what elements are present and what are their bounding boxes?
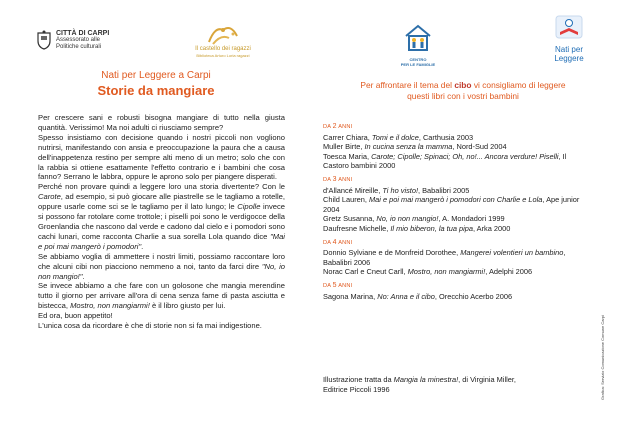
book-entry [323, 224, 593, 234]
body-paragraph [38, 252, 285, 282]
body-italic-text: Carote [38, 192, 61, 202]
book-publisher: , Il Castoro bambini 2000 [323, 151, 567, 171]
book-title: Tomi e il dolce [371, 132, 419, 142]
body-text-run: . [141, 241, 144, 251]
body-paragraph [38, 182, 285, 251]
body-italic-text: Mostro, non mangiarmi! [70, 301, 150, 311]
body-text-run: Se abbiamo voglia di ammettere i nostri limiti, possiamo raccontare loro che alcuni cibi non piacciono nemmeno a noi, tanto da farci dire [38, 251, 285, 271]
castello-subtitle: Biblioteca Arturo Loria ragazzi [196, 53, 250, 58]
age-number: 2 [332, 123, 337, 130]
book-entry [323, 267, 593, 277]
age-prefix: DA [323, 239, 331, 246]
reading-child-icon [554, 14, 584, 40]
age-prefix: DA [323, 176, 331, 183]
castello-name: Il castello dei ragazzi [195, 46, 251, 52]
illus-part-a: Illustrazione tratta da [323, 375, 394, 384]
age-number: 3 [332, 175, 337, 183]
citta-line1: Assessorato alle [56, 37, 101, 43]
body-text-run: Perché non provare quindi a leggere loro una storia divertente? Con le [38, 182, 285, 192]
book-publisher: , Nord-Sud 2004 [452, 142, 507, 152]
body-paragraph [38, 281, 285, 311]
book-title: In cucina senza la mamma [364, 142, 453, 152]
book-title: Il mio biberon, la tua pipa [390, 223, 473, 233]
book-entry [323, 292, 593, 302]
book-publisher: , Babalibri 2005 [418, 185, 470, 195]
npl-line1: Nati per [554, 45, 583, 54]
credit-text: Grafica: Servizio Comunicazione Comune Carpi [600, 315, 605, 400]
citta-di-carpi-logo [36, 30, 109, 51]
recommendation-intro [318, 80, 608, 102]
centro-famiglie-logo [398, 24, 438, 67]
book-entry [323, 142, 593, 152]
book-entry [323, 186, 593, 196]
age-heading [323, 122, 593, 133]
age-suffix: ANNI [338, 239, 353, 246]
body-text-run: Spesso insistiamo con decisione quando i nostri piccoli non vogliono nutrirsi, manifestando con ansia e preoccupazione la paura che a causa dell'inappetenza restino per sempre alti meno di un metro; solo che con la rabbia si ottiene esattamente l'effetto contrario e i bambini che cosa fanno? Serrano le labbra, oppure le aprono solo per piangere disperati. [38, 132, 285, 182]
book-entry [323, 152, 593, 171]
age-prefix: DA [323, 282, 331, 289]
age-prefix: DA [323, 124, 331, 130]
illustration-credit [323, 375, 583, 395]
body-text-run: , ad esempio, si può giocare alle piastrelle se le tagliamo a rotelle, oppure usarle come sci se le tagliamo per il lato lungo; le [38, 192, 285, 212]
book-author: d'Allancé Mireille, [323, 185, 383, 195]
age-heading [323, 175, 593, 186]
book-author: Toesca Maria, [323, 151, 372, 161]
book-title: No: Anna e il cibo [377, 291, 435, 301]
book-publisher: , Carthusia 2003 [418, 132, 474, 142]
book-publisher: , Ape junior 2004 [323, 195, 580, 214]
book-publisher: , A. Mondadori 1999 [438, 214, 505, 224]
body-paragraph [38, 311, 285, 321]
body-italic-text: Cipolle [237, 202, 261, 212]
body-paragraph [38, 321, 285, 331]
age-number: 5 [332, 281, 337, 289]
left-header [36, 70, 276, 99]
book-author: Norac Carl e Cneut Carll, [323, 267, 408, 277]
citta-line2: Politiche culturali [56, 44, 102, 50]
book-author: Gretz Susanna, [323, 214, 377, 224]
book-title: Mostro, non mangiarmi! [407, 267, 486, 277]
book-entry [323, 133, 593, 143]
book-author: Sagona Marina, [323, 291, 378, 301]
book-author: Donnio Sylviane e de Monfreid Dorothee, [323, 248, 461, 258]
book-title: Carote; Cipolle; Spinaci; Oh, no!... Ancora verdure! Piselli [371, 151, 559, 161]
page-title: Storie da mangiare [97, 83, 215, 98]
book-author: Daufresne Michelle, [323, 223, 391, 233]
book-entry [323, 214, 593, 224]
body-text-run: Se invece abbiamo a che fare con un golosone che mangia merendine tutto il giorno per arrivare all'ora di cena senza fame di pasta asciutta e bistecca, [38, 281, 285, 311]
book-lists [323, 118, 593, 301]
intro-part-a: Per affrontare il tema del [360, 80, 455, 90]
age-heading [323, 238, 593, 249]
nati-per-leggere-logo [541, 14, 597, 63]
book-publisher: , Babalibri 2006 [323, 248, 566, 267]
castello-logo [188, 22, 258, 58]
body-text-run: . [82, 271, 85, 281]
book-title: No, io non mangio! [376, 214, 439, 224]
intro-keyword: cibo [454, 80, 472, 90]
illus-title: Mangia la minestra! [393, 375, 459, 384]
book-author: Carrer Chiara, [323, 132, 372, 142]
body-text-run: è il libro giusto per lui. [149, 301, 226, 311]
book-publisher: , Adelphi 2006 [485, 267, 533, 277]
age-suffix: ANNI [338, 124, 353, 130]
castello-icon [205, 22, 241, 46]
body-text [38, 113, 285, 331]
body-text-run: Per crescere sani e robusti bisogna mangiare di tutto nella giusta quantità. Verissimo! Ma noi adulti ci riusciamo sempre? [38, 113, 285, 132]
illus-part-b: , di Virginia Miller, [458, 375, 516, 384]
book-title: Ti ho visto! [382, 185, 418, 195]
book-title: Mangerei volentieri un bambino [460, 248, 564, 258]
book-title: Mai e poi mai mangerò i pomodori con Charlie e Lola [369, 195, 543, 205]
age-suffix: ANNI [338, 282, 353, 289]
book-publisher: , Orecchio Acerbo 2006 [434, 291, 513, 301]
body-italic-text: "No, io non mangio!" [38, 261, 285, 281]
book-entry [323, 195, 593, 214]
body-paragraph [38, 113, 285, 133]
series-title: Nati per Leggere a Carpi [101, 70, 211, 81]
age-heading [323, 281, 593, 292]
illus-line2: Editrice Piccoli 1996 [323, 385, 390, 394]
body-paragraph [38, 133, 285, 183]
body-italic-text: "Mai e poi mai mangerò i pomodori" [38, 231, 285, 251]
centro-line1: CENTRO [409, 57, 427, 62]
book-publisher: , Arka 2000 [472, 223, 511, 233]
intro-line2: questi libri con i vostri bambini [407, 91, 519, 101]
age-suffix: ANNI [338, 176, 353, 183]
body-text-run: invece si possono far rotolare come trottole; i piselli poi sono le verdigocce della Groenlandia che nascono dal verde e cadono dal cielo e i pomodori sono cachi lunari, come racconta Charlie a sua sorella Lola quando dice [38, 202, 286, 241]
crest-icon [36, 30, 52, 50]
intro-part-b: vi consigliamo di leggere [471, 80, 566, 90]
body-text-run: Ed ora, buon appetito! [38, 311, 113, 321]
book-author: Muller Birte, [323, 142, 365, 152]
npl-line2: Leggere [554, 54, 584, 63]
age-number: 4 [332, 238, 337, 246]
family-house-icon [403, 24, 433, 52]
centro-line2: PER LE FAMIGLIE [400, 62, 436, 67]
book-author: Child Lauren, [323, 195, 370, 205]
citta-name: CITTÀ DI CARPI [56, 30, 110, 37]
graphic-credit [600, 300, 608, 400]
book-entry [323, 248, 593, 267]
body-text-run: L'unica cosa da ricordare è che di storie non si fa mai indigestione. [38, 321, 262, 331]
